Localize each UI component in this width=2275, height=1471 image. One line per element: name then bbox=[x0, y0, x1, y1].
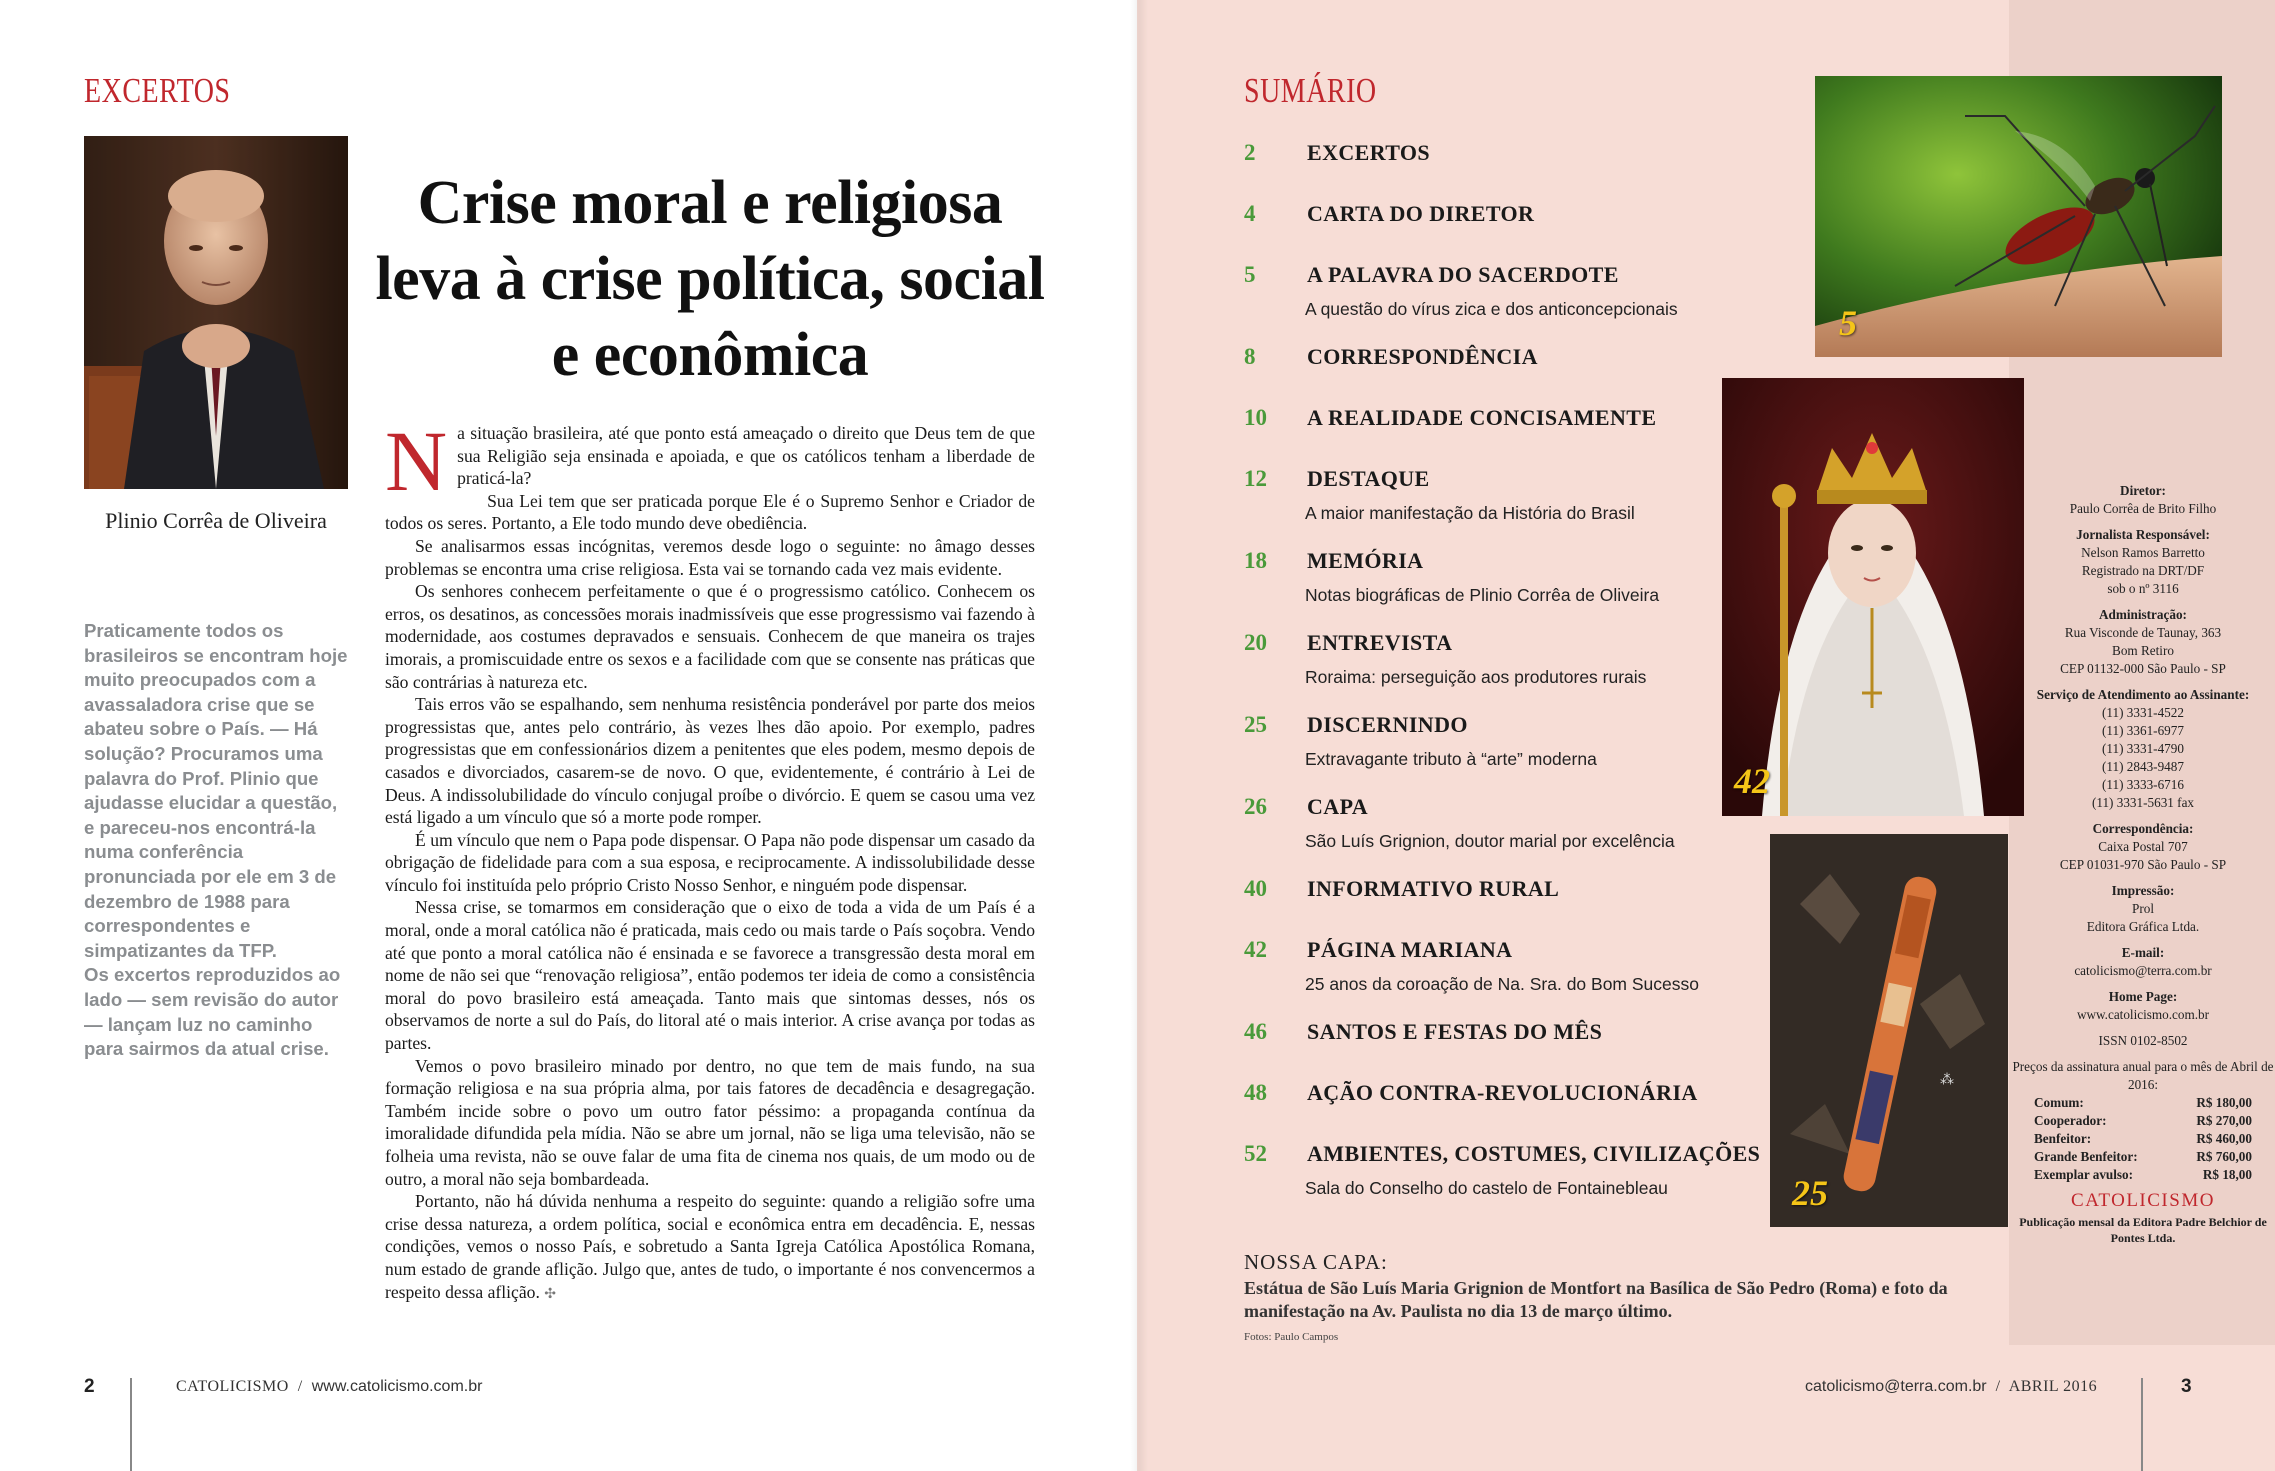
masthead-line: sob o nº 3116 bbox=[2107, 581, 2179, 596]
page-number-right: 3 bbox=[2181, 1376, 2192, 1397]
masthead-line: CEP 01132-000 São Paulo - SP bbox=[2060, 661, 2226, 676]
toc-title: SANTOS E FESTAS DO MÊS bbox=[1307, 1019, 1603, 1044]
cover-heading: NOSSA CAPA: bbox=[1244, 1250, 1388, 1274]
toc-page-number: 25 bbox=[1244, 712, 1267, 737]
toc-title: DISCERNINDO bbox=[1307, 712, 1468, 737]
homepage-link[interactable]: www.catolicismo.com.br bbox=[2076, 1007, 2210, 1022]
masthead-heading: E-mail: bbox=[2121, 945, 2165, 960]
price-value: R$ 760,00 bbox=[2196, 1149, 2252, 1164]
price-value: R$ 18,00 bbox=[2202, 1167, 2252, 1182]
article-paragraph: Tais erros vão se espalhando, sem nenhuma resistência ponderável por parte dos meios progressistas que, antes pelo contrário, às vezes lhes dão apoio. Por exemplo, padres progressistas que em confessionários dizem a penitentes que eles podem, mesmo depois de casados e divorciados, casarem-se de novo. O que, evidentemente, é contrário à Lei de Deus. A indissolubilidade do vínculo conjugal proíbe o divórcio. E quem se casou uma vez está ligado a um vínculo que só a morte pode romper. bbox=[385, 694, 1035, 828]
article-last-text: Portanto, não há dúvida nenhuma a respeito do seguinte: quando a religião sofre uma crise dessa natureza, a ordem política, social e econômica entra em decadência. E, nessas condições, vemos o nosso País, e sobretudo a Santa Igreja Católica Apostólica Romana, num estado de grande aflição. Julgo que, antes de tudo, o importante é nos convencermos a respeito dessa aflição. bbox=[385, 1191, 1035, 1302]
article-paragraph: Sua Lei tem que ser praticada porque Ele é o Supremo Senhor e Criador de todos os seres. Portanto, a Ele todo mundo deve obediência. bbox=[385, 490, 1035, 534]
masthead-line: Editora Gráfica Ltda. bbox=[2086, 919, 2200, 934]
toc-title: AMBIENTES, COSTUMES, CIVILIZAÇÕES bbox=[1307, 1141, 1761, 1166]
publisher-note: Publicação mensal da Editora Padre Belchior de Pontes Ltda. bbox=[2019, 1215, 2267, 1245]
masthead-line: Rua Visconde de Taunay, 363 bbox=[2064, 625, 2222, 640]
price-label: Grande Benfeitor: bbox=[2034, 1149, 2138, 1164]
price-label: Cooperador: bbox=[2034, 1113, 2107, 1128]
article-paragraph: É um vínculo que nem o Papa pode dispensar. O Papa não pode dispensar um casado da obrigação de fidelidade para com a sua esposa, e reciprocamente. A indissolubilidade desse vínculo foi instituída pelo próprio Cristo Nosso Senhor, e ninguém pode dispensar. bbox=[385, 829, 1035, 895]
masthead-issn: ISSN 0102-8502 bbox=[2098, 1033, 2188, 1048]
article-paragraph: Se analisarmos essas incógnitas, veremos desde logo o seguinte: no âmago desses problemas se encontra uma crise religiosa. Esta vai se tornando cada vez mais evidente. bbox=[385, 535, 1035, 579]
toc-title: ENTREVISTA bbox=[1307, 630, 1453, 655]
toc-title: CAPA bbox=[1307, 794, 1369, 819]
article-paragraph bbox=[385, 1190, 1035, 1306]
footer-website-link[interactable]: www.catolicismo.com.br bbox=[311, 1378, 483, 1395]
cover-note bbox=[1244, 1250, 2004, 1343]
toc-subtitle: 25 anos da coroação de Na. Sra. do Bom Sucesso bbox=[1305, 974, 1699, 994]
masthead-homepage bbox=[2012, 988, 2274, 1024]
price-row bbox=[2034, 1130, 2252, 1148]
price-row bbox=[2034, 1148, 2252, 1166]
masthead-line: Nelson Ramos Barretto bbox=[2081, 545, 2205, 560]
price-table bbox=[2034, 1094, 2252, 1184]
toc-page-number: 26 bbox=[1244, 794, 1267, 819]
price-value: R$ 460,00 bbox=[2196, 1131, 2252, 1146]
toc-page-number: 42 bbox=[1244, 937, 1267, 962]
toc-page-number: 10 bbox=[1244, 405, 1267, 430]
prices-intro: Preços da assinatura anual para o mês de Abril de 2016: bbox=[2012, 1059, 2274, 1092]
article-paragraph: Nessa crise, se tomarmos em consideração que o eixo de toda a vida de um País é a moral, onde a moral católica não é praticada, mais cedo ou mais tarde o País soçobra. Vendo até que ponto a moral católica não é ensinada e se favorece a transgressão desta moral em nome de não sei que “renovação religiosa”, então podemos ter ideia de como a consistência moral do povo brasileiro está ameaçada. Tanto mais que sintomas desses, nós os observamos de norte a sul do País, do litoral até o mais interior. A crise avança por todas as partes. bbox=[385, 897, 1035, 1054]
toc-title: DESTAQUE bbox=[1307, 466, 1430, 491]
section-label-sumario: SUMÁRIO bbox=[1244, 72, 1377, 111]
photo-mosquito[interactable] bbox=[1815, 76, 2222, 357]
price-label: Exemplar avulso: bbox=[2034, 1167, 2134, 1182]
price-label: Benfeitor: bbox=[2034, 1131, 2092, 1146]
masthead-heading: Correspondência: bbox=[2092, 821, 2194, 836]
dropcap: N bbox=[385, 413, 448, 509]
page-gutter bbox=[1130, 0, 1148, 1471]
catolicismo-brand: CATOLICISMO bbox=[2071, 1190, 2215, 1211]
toc-subtitle: Extravagante tributo à “arte” moderna bbox=[1305, 749, 1597, 769]
email-link[interactable]: catolicismo@terra.com.br bbox=[2074, 963, 2212, 978]
toc-subtitle: A maior manifestação da História do Brasil bbox=[1305, 503, 1635, 523]
footer-separator: / bbox=[297, 1378, 303, 1395]
toc-title: CARTA DO DIRETOR bbox=[1307, 201, 1535, 226]
photo-madonna-statue[interactable] bbox=[1722, 378, 2024, 816]
masthead-print bbox=[2012, 882, 2274, 936]
toc-page-number: 5 bbox=[1244, 262, 1256, 287]
svg-text:⁂: ⁂ bbox=[1940, 1072, 1954, 1088]
phone-number: (11) 2843-9487 bbox=[2102, 759, 2184, 774]
article-body bbox=[385, 413, 1035, 1306]
price-value: R$ 180,00 bbox=[2196, 1095, 2252, 1110]
cover-description: Estátua de São Luís Maria Grignion de Montfort na Basílica de São Pedro (Roma) e foto da manifestação na Av. Paulista no dia 13 de março último. bbox=[1244, 1278, 1948, 1321]
toc-title: EXCERTOS bbox=[1307, 140, 1431, 165]
section-label-excertos: EXCERTOS bbox=[84, 72, 231, 111]
masthead-admin bbox=[2012, 606, 2274, 678]
footer-left bbox=[176, 1378, 482, 1396]
toc-page-number: 8 bbox=[1244, 344, 1256, 369]
photo-page-number: 42 bbox=[1734, 761, 1770, 801]
footer-magazine: CATOLICISMO bbox=[176, 1378, 289, 1395]
article-paragraph: Os senhores conhecem perfeitamente o que é o progressismo católico. Conhecem os erros, os desatinos, as concessões morais inadmissíveis que esse progressismo vai fazendo à modernidade, aos costumes depravados e sensuais. Conhecem de que maneira os trajes imorais, a promiscuidade entre os sexos e a facilidade com que se consente nas práticas que são contrárias à natureza etc. bbox=[385, 581, 1035, 692]
portrait-caption: Plinio Corrêa de Oliveira bbox=[105, 508, 327, 533]
masthead bbox=[2012, 482, 2274, 1246]
price-label: Comum: bbox=[2034, 1095, 2084, 1110]
intro-paragraph: Os excertos reproduzidos ao lado — sem revisão do autor — lançam luz no caminho para sairmos da atual crise. bbox=[84, 964, 341, 1060]
masthead-director bbox=[2012, 482, 2274, 518]
toc-subtitle: A questão do vírus zica e dos anticoncepcionais bbox=[1305, 299, 1678, 319]
toc-subtitle: São Luís Grignion, doutor marial por excelência bbox=[1305, 831, 1675, 851]
footer-rule-left bbox=[130, 1378, 132, 1471]
footer-email-link[interactable]: catolicismo@terra.com.br bbox=[1805, 1378, 1987, 1395]
price-row bbox=[2034, 1112, 2252, 1130]
phone-number: (11) 3333-6716 bbox=[2102, 777, 2184, 792]
masthead-service bbox=[2012, 686, 2274, 812]
toc-page-number: 12 bbox=[1244, 466, 1267, 491]
toc-subtitle: Notas biográficas de Plinio Corrêa de Oliveira bbox=[1305, 585, 1660, 605]
toc-page-number: 2 bbox=[1244, 140, 1256, 165]
masthead-prices bbox=[2012, 1058, 2274, 1184]
article-paragraph: Vemos o povo brasileiro minado por dentro, no que tem de mais fundo, na sua formação religiosa e na sua própria alma, por tais fatores de decadência e desagregação. Também incide sobre o povo um outro fator péssimo: a propaganda contínua da imoralidade difundida pela mídia. Não se abre um jornal, não se liga uma televisão, não se folheia uma revista, não se ouve falar de uma fita de cinema nos quais, de um modo ou de outro, a moral não seja bombardeada. bbox=[385, 1055, 1035, 1189]
masthead-heading: Diretor: bbox=[2120, 483, 2166, 498]
toc-page-number: 48 bbox=[1244, 1080, 1267, 1105]
price-value: R$ 270,00 bbox=[2196, 1113, 2252, 1128]
photo-credit: Fotos: Paulo Campos bbox=[1244, 1331, 1339, 1343]
phone-number: (11) 3331-5631 fax bbox=[2091, 795, 2195, 810]
photo-page-number: 25 bbox=[1792, 1173, 1828, 1213]
price-row bbox=[2034, 1094, 2252, 1112]
masthead-heading: Administração: bbox=[2099, 607, 2187, 622]
toc-title: AÇÃO CONTRA-REVOLUCIONÁRIA bbox=[1307, 1080, 1698, 1105]
toc-title: PÁGINA MARIANA bbox=[1307, 937, 1513, 962]
footer-rule-right bbox=[2141, 1378, 2143, 1471]
phone-number: (11) 3361-6977 bbox=[2102, 723, 2184, 738]
masthead-heading: Home Page: bbox=[2108, 989, 2178, 1004]
masthead-line: Caixa Postal 707 bbox=[2098, 839, 2188, 854]
footer-separator: / bbox=[1995, 1378, 2001, 1395]
toc-title: A REALIDADE CONCISAMENTE bbox=[1307, 405, 1657, 430]
toc-page-number: 46 bbox=[1244, 1019, 1267, 1044]
toc-page-number: 40 bbox=[1244, 876, 1267, 901]
footer-issue: ABRIL 2016 bbox=[2008, 1378, 2098, 1395]
masthead-line: Registrado na DRT/DF bbox=[2081, 563, 2205, 578]
toc-page-number: 4 bbox=[1244, 201, 1256, 226]
toc-title: CORRESPONDÊNCIA bbox=[1307, 344, 1538, 369]
article-paragraph: a situação brasileira, até que ponto está ameaçado o direito que Deus tem de que sua Religião seja ensinada e apoiada, e que os católicos tenham a liberdade de praticá-la? bbox=[457, 423, 1035, 489]
toc-title: INFORMATIVO RURAL bbox=[1307, 876, 1560, 901]
toc-title: A PALAVRA DO SACERDOTE bbox=[1307, 262, 1619, 287]
phone-number: (11) 3331-4522 bbox=[2102, 705, 2184, 720]
masthead-line: CEP 01031-970 São Paulo - SP bbox=[2059, 857, 2227, 872]
masthead-mail bbox=[2012, 820, 2274, 874]
price-row bbox=[2034, 1166, 2252, 1184]
masthead-heading: Serviço de Atendimento ao Assinante: bbox=[2036, 687, 2250, 702]
masthead-email bbox=[2012, 944, 2274, 980]
masthead-line: Prol bbox=[2132, 901, 2154, 916]
article-headline: Crise moral e religiosa leva à crise política, social e econômica bbox=[375, 169, 1045, 389]
masthead-line: Paulo Corrêa de Brito Filho bbox=[2069, 501, 2217, 516]
end-mark-icon: ✣ bbox=[544, 1286, 556, 1302]
masthead-line: Bom Retiro bbox=[2112, 643, 2174, 658]
intro-paragraph: Praticamente todos os brasileiros se encontram hoje muito preocupados com a avassaladora crise que se abateu sobre o País. — Há solução? Procuramos uma palavra do Prof. Plinio que ajudasse elucidar a questão, e pareceu-nos encontrá-la numa conferência pronunciada por ele em 3 de dezembro de 1988 para correspondentes e simpatizantes da TFP. bbox=[84, 620, 348, 961]
page-number-left: 2 bbox=[84, 1376, 95, 1397]
toc-subtitle: Sala do Conselho do castelo de Fontainebleau bbox=[1305, 1178, 1668, 1198]
portrait-photo bbox=[84, 136, 348, 489]
toc-title: MEMÓRIA bbox=[1307, 548, 1424, 573]
intro-text bbox=[84, 619, 352, 1062]
photo-art-object[interactable] bbox=[1770, 834, 2008, 1227]
phone-number: (11) 3331-4790 bbox=[2102, 741, 2184, 756]
toc-page-number: 52 bbox=[1244, 1141, 1267, 1166]
masthead-journalist bbox=[2012, 526, 2274, 598]
toc-page-number: 18 bbox=[1244, 548, 1267, 573]
masthead-heading: Jornalista Responsável: bbox=[2076, 527, 2210, 542]
photo-page-number: 5 bbox=[1839, 303, 1857, 343]
footer-right bbox=[1805, 1378, 2097, 1396]
toc-page-number: 20 bbox=[1244, 630, 1267, 655]
toc-subtitle: Roraima: perseguição aos produtores rurais bbox=[1305, 667, 1647, 687]
masthead-heading: Impressão: bbox=[2111, 883, 2175, 898]
